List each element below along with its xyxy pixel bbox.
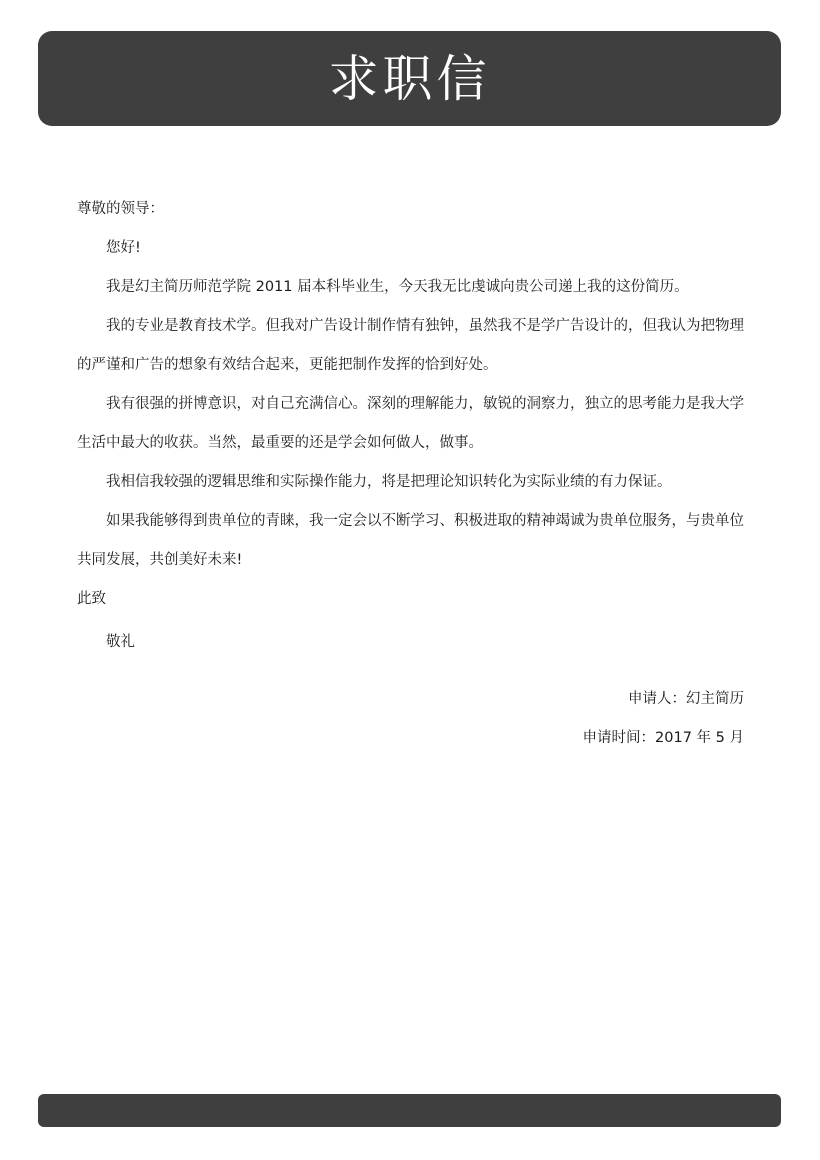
salutation: 尊敬的领导： [77,201,164,217]
paragraph-1: 我是幻主简历师范学院 2011 届本科毕业生，今天我无比虔诚向贵公司递上我的这份简历。 [106,279,689,295]
letter-body [77,190,744,758]
greeting: 您好! [106,240,141,256]
page-title: 求职信 [328,49,491,108]
paragraph-2: 我的专业是教育技术学。但我对广告设计制作情有独钟，虽然我不是学广告设计的，但我认为把物理的严谨和广告的想象有效结合起来，更能把制作发挥的恰到好处。 [77,318,744,373]
header-bar [38,31,781,126]
regards: 敬礼 [106,634,135,650]
application-date: 申请时间：2017 年 5 月 [582,730,744,746]
applicant: 申请人：幻主简历 [628,691,744,707]
footer-bar [38,1094,781,1127]
closing: 此致 [77,591,106,607]
paragraph-3: 我有很强的拼博意识，对自己充满信心。深刻的理解能力，敏锐的洞察力，独立的思考能力是我大学生活中最大的收获。当然，最重要的还是学会如何做人，做事。 [77,396,744,451]
paragraph-5: 如果我能够得到贵单位的青睐，我一定会以不断学习、积极进取的精神竭诚为贵单位服务，与贵单位共同发展，共创美好未来! [77,513,744,568]
paragraph-4: 我相信我较强的逻辑思维和实际操作能力，将是把理论知识转化为实际业绩的有力保证。 [106,474,672,490]
